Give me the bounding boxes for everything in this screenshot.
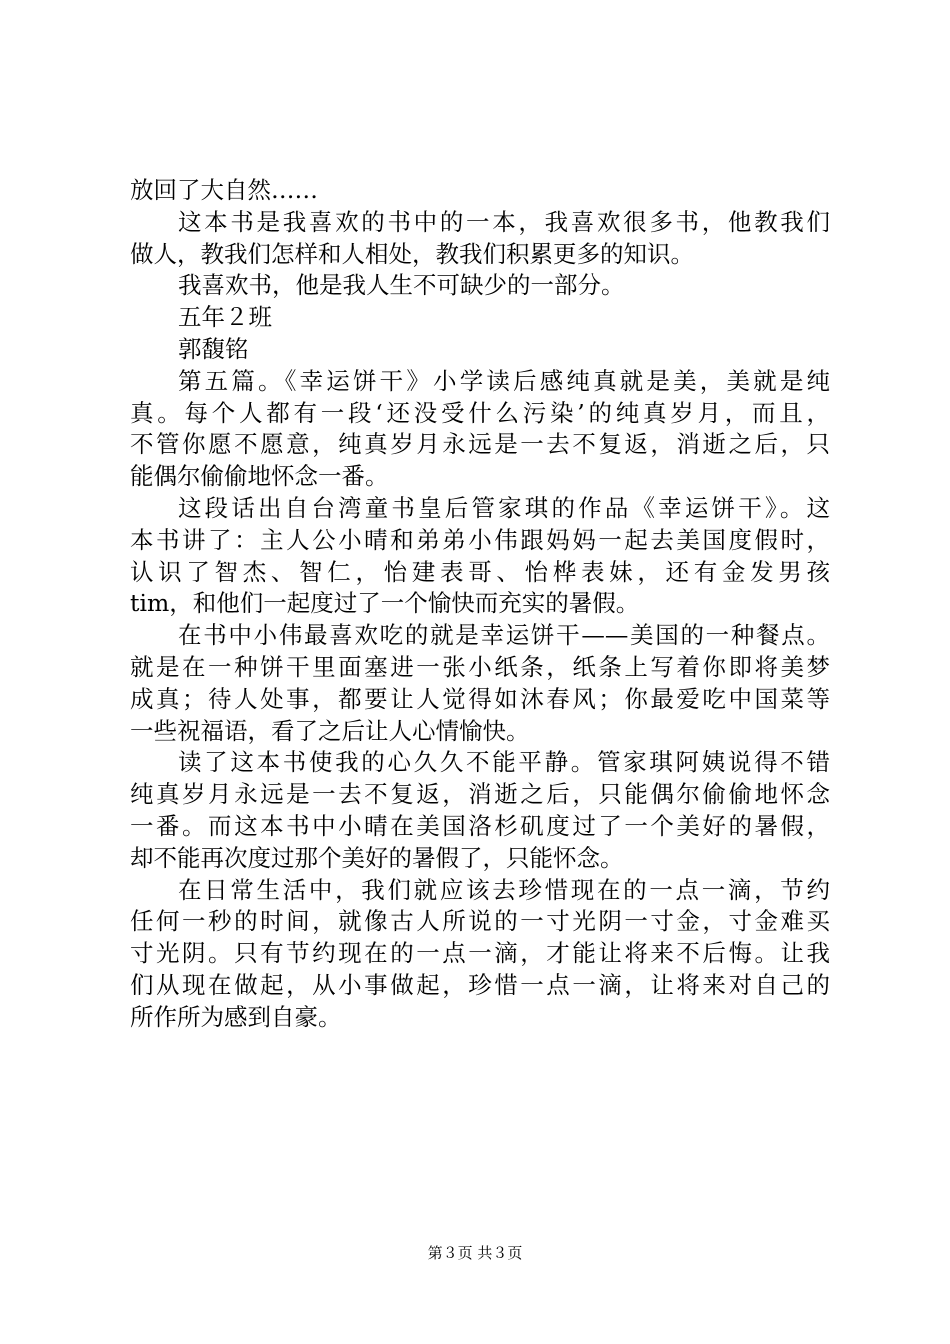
- text-line: 读了这本书使我的心久久不能平静。管家琪阿姨说得不错: [178, 748, 830, 777]
- text-line: 真。每个人都有一段‘还没受什么污染’的纯真岁月，而且，: [130, 398, 830, 427]
- text-line: 这本书是我喜欢的书中的一本，我喜欢很多书，他教我们: [178, 207, 830, 236]
- text-line: 寸光阴。只有节约现在的一点一滴，才能让将来不后悔。让我: [130, 939, 830, 968]
- text-line: 成真；待人处事，都要让人觉得如沐春风；你最爱吃中国菜等: [130, 684, 830, 713]
- text-line: tim，和他们一起度过了一个愉快而充实的暑假。: [130, 589, 640, 618]
- text-line: 能偶尔偷偷地怀念一番。: [130, 462, 389, 491]
- text-line: 放回了大自然……: [130, 176, 318, 204]
- text-line: 就是在一种饼干里面塞进一张小纸条，纸条上写着你即将美梦: [130, 652, 830, 681]
- text-line: 在日常生活中，我们就应该去珍惜现在的一点一滴，节约: [178, 875, 830, 904]
- text-line: 五年２班: [178, 303, 272, 332]
- text-line: 不管你愿不愿意，纯真岁月永远是一去不复返，消逝之后，只: [130, 430, 830, 459]
- text-line: 纯真岁月永远是一去不复返，消逝之后，只能偶尔偷偷地怀念: [130, 780, 830, 809]
- text-line: 本书讲了：主人公小晴和弟弟小伟跟妈妈一起去美国度假时，: [130, 525, 830, 554]
- text-line: 认识了智杰、智仁，怡建表哥、怡桦表妹，还有金发男孩: [130, 557, 830, 586]
- text-line: 任何一秒的时间，就像古人所说的一寸光阴一寸金，寸金难买: [130, 907, 830, 936]
- text-line: 郭馥铭: [178, 334, 249, 363]
- text-line: 一些祝福语，看了之后让人心情愉快。: [130, 716, 530, 745]
- document-body: [130, 175, 830, 1034]
- text-line: 所作所为感到自豪。: [130, 1002, 342, 1031]
- text-line: 这段话出自台湾童书皇后管家琪的作品《幸运饼干》。这: [178, 493, 830, 522]
- page-footer: 第３页 共３页: [427, 1244, 523, 1262]
- text-line: 们从现在做起，从小事做起，珍惜一点一滴，让将来对自己的: [130, 970, 830, 999]
- text-line: 第五篇。《幸运饼干》小学读后感纯真就是美，美就是纯: [178, 366, 830, 395]
- text-line: 却不能再次度过那个美好的暑假了，只能怀念。: [130, 843, 624, 872]
- text-line: 一番。而这本书中小晴在美国洛杉矶度过了一个美好的暑假，: [130, 811, 830, 840]
- text-line: 做人，教我们怎样和人相处，教我们积累更多的知识。: [130, 239, 694, 268]
- text-line: 我喜欢书，他是我人生不可缺少的一部分。: [178, 271, 625, 300]
- text-line: 在书中小伟最喜欢吃的就是幸运饼干——美国的一种餐点。: [178, 621, 830, 650]
